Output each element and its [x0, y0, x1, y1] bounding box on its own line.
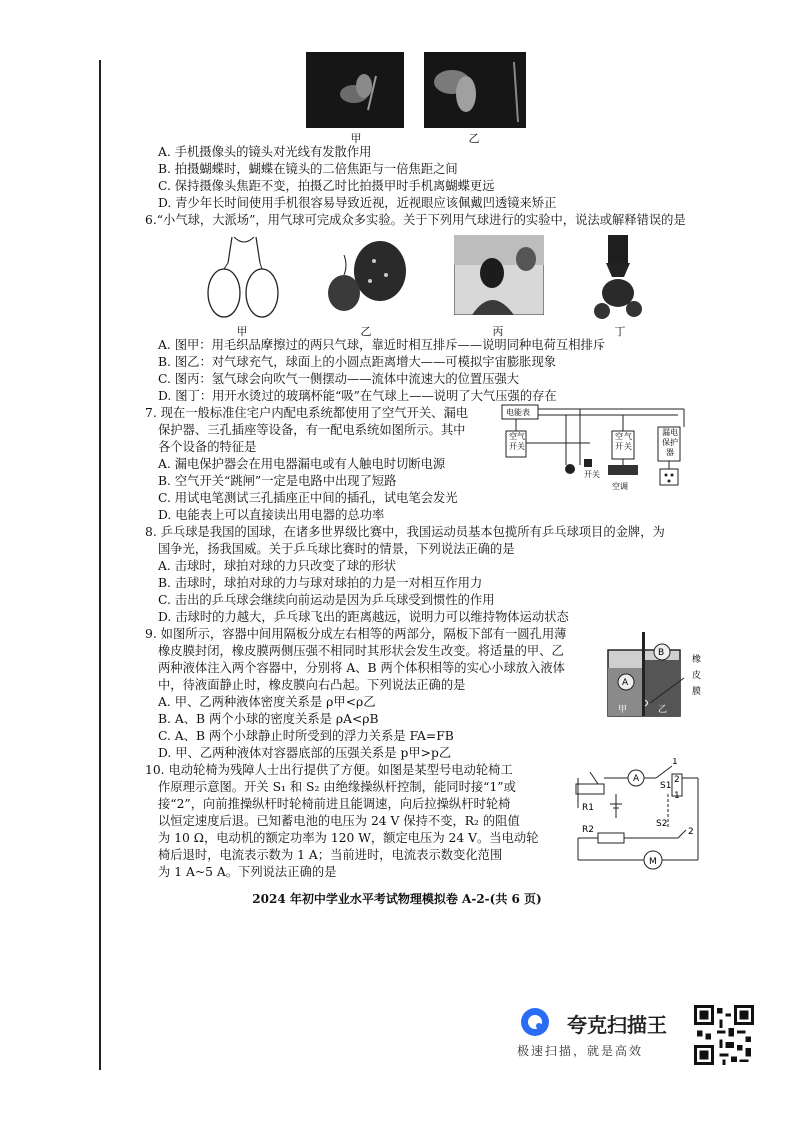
caption-jia: 甲 [236, 325, 248, 338]
svg-text:膜: 膜 [692, 687, 702, 697]
balloon-ding-illustration [588, 233, 648, 323]
liquid-jia-label: 甲 [618, 705, 628, 715]
q8-option-b: B. 击球时，球拍对球的力与球对球拍的力是一对相互作用力 [158, 576, 483, 590]
q5-figure [148, 48, 708, 144]
butterfly-photo-yi [424, 52, 526, 128]
q9-option-a: A. 甲、乙两种液体密度关系是 ρ甲<ρ乙 [158, 695, 376, 709]
switch-label: 开关 [584, 470, 600, 479]
caption-ding: 丁 [614, 325, 626, 338]
ball-b-label: B [658, 648, 665, 658]
q7-stem-line: 7. 现在一般标准住宅户内配电系统都使用了空气开关、漏电 [145, 406, 469, 420]
balloon-yi-illustration [324, 235, 408, 319]
qr-code-icon [694, 1005, 754, 1065]
caption-jia: 甲 [350, 132, 362, 145]
q10-stem-line: 椅后退时，电流表示数为 1 A；当前进时，电流表示数变化范围 [158, 848, 503, 862]
q8-option-a: A. 击球时，球拍对球的力只改变了球的形状 [158, 559, 397, 573]
q10-stem-line: 作原理示意图。开关 S₁ 和 S₂ 由绝缘操纵杆控制，能同时接“1”或 [158, 780, 516, 794]
ammeter-label: A [633, 774, 640, 784]
balloons-jia-illustration [204, 233, 284, 319]
q10-stem-line: 为 1 A~5 A。下列说法正确的是 [158, 865, 337, 879]
q6-option-c: C. 图丙：氢气球会向吹气一侧摆动——流体中流速大的位置压强大 [158, 372, 520, 386]
svg-text:关: 关 [517, 442, 525, 451]
brand-slogan: 极速扫描，就是高效 [517, 1044, 644, 1058]
svg-text:开: 开 [509, 442, 517, 451]
q10-block [145, 758, 708, 884]
svg-text:器: 器 [666, 448, 674, 457]
q5-option-a: A. 手机摄像头的镜头对光线有发散作用 [158, 145, 372, 159]
svg-text:1: 1 [674, 791, 680, 801]
q10-stem-line: 10. 电动轮椅为残障人士出行提供了方便。如图是某型号电动轮椅工 [145, 763, 513, 777]
q5-option-d: D. 青少年长时间使用手机很容易导致近视，近视眼应该佩戴凹透镜来矫正 [158, 196, 557, 210]
q8-stem-line: 8. 乒乓球是我国的国球，在诸多世界级比赛中，我国运动员基本包揽所有乒乓球项目的金牌，为 [145, 525, 665, 539]
scanner-watermark [515, 1005, 667, 1058]
q7-circuit-diagram [500, 403, 688, 495]
q8-option-c: C. 击出的乒乓球会继续向前运动是因为乒乓球受到惯性的作用 [158, 593, 495, 607]
butterfly-photo-jia [306, 52, 404, 128]
caption-yi: 乙 [468, 132, 480, 145]
photo-bing [454, 235, 544, 315]
q10-stem-line: 接“2”，向前推操纵杆时轮椅前进且能调速，向后拉操纵杆时轮椅 [158, 797, 511, 811]
svg-text:2: 2 [688, 827, 694, 837]
svg-text:橡: 橡 [692, 655, 702, 665]
svg-text:空: 空 [615, 432, 623, 441]
page-footer: 2024 年初中学业水平考试物理模拟卷 A-2-(共 6 页) [252, 892, 542, 906]
q6-option-b: B. 图乙：对气球充气，球面上的小圆点距离增大——可模拟宇宙膨胀现象 [158, 355, 557, 369]
meter-label: 电能表 [506, 408, 530, 417]
caption-yi: 乙 [360, 325, 372, 338]
q8-stem-line: 国争光，扬我国威。关于乒乓球比赛时的情景，下列说法正确的是 [158, 542, 515, 556]
svg-text:护: 护 [670, 438, 678, 447]
q9-stem-line: 橡皮膜封闭，橡皮膜两侧压强不相同时其形状会发生改变。将适量的甲、乙 [158, 644, 564, 658]
svg-text:2: 2 [674, 775, 680, 785]
exam-page [145, 48, 708, 884]
q5-option-b: B. 拍摄蝴蝶时，蝴蝶在镜头的二倍焦距与一倍焦距之间 [158, 162, 458, 176]
q7-option-a: A. 漏电保护器会在用电器漏电或有人触电时切断电源 [158, 457, 446, 471]
q10-circuit-diagram [568, 758, 708, 874]
q6-figure [148, 229, 708, 337]
q7-option-c: C. 用试电笔测试三孔插座正中间的插孔，试电笔会发光 [158, 491, 458, 505]
svg-text:气: 气 [517, 432, 525, 441]
svg-text:关: 关 [624, 442, 632, 451]
svg-text:电: 电 [670, 428, 678, 437]
q6-stem: 6.“小气球，大派场”，用气球可完成众多实验。关于下列用气球进行的实验中，说法或解释错误的是 [145, 213, 686, 227]
q10-stem-line: 为 10 Ω，电动机的额定功率为 120 W，额定电压为 24 V。当电动轮 [158, 831, 539, 845]
q9-stem-line: 9. 如图所示，容器中间用隔板分成左右相等的两部分，隔板下部有一圆孔用薄 [145, 627, 567, 641]
r1-label: R1 [582, 803, 594, 813]
svg-text:开: 开 [615, 442, 623, 451]
liquid-yi-label: 乙 [658, 705, 668, 715]
q9-option-b: B. A、B 两个小球的密度关系是 ρA<ρB [158, 712, 379, 726]
q7-block [145, 405, 708, 507]
svg-text:保: 保 [662, 438, 670, 447]
q9-container-diagram [604, 630, 708, 724]
svg-text:漏: 漏 [662, 428, 670, 437]
svg-text:1: 1 [672, 758, 678, 767]
q9-stem-line: 两种液体注入两个容器中，分别将 A、B 两个体积相等的实心小球放入液体 [158, 661, 565, 675]
r2-label: R2 [582, 825, 594, 835]
svg-text:皮: 皮 [692, 671, 702, 681]
s2-label: S2 [656, 819, 668, 829]
binding-margin-line [99, 60, 101, 1070]
s1-label: S1 [660, 781, 672, 791]
caption-bing: 丙 [492, 325, 504, 338]
q7-option-b: B. 空气开关“跳闸”一定是电路中出现了短路 [158, 474, 397, 488]
q9-option-c: C. A、B 两个小球静止时所受到的浮力关系是 FA=FB [158, 729, 454, 743]
q7-stem-line: 保护器、三孔插座等设备，有一配电系统如图所示。其中 [158, 423, 466, 437]
q7-option-d: D. 电能表上可以直接读出用电器的总功率 [158, 508, 385, 522]
q5-option-c: C. 保持摄像头焦距不变，拍摄乙时比拍摄甲时手机离蝴蝶更远 [158, 179, 495, 193]
q6-option-a: A. 图甲：用毛织品摩擦过的两只气球，靠近时相互排斥——说明同种电荷互相排斥 [158, 338, 606, 352]
q9-option-d: D. 甲、乙两种液体对容器底部的压强关系是 p甲>p乙 [158, 746, 452, 760]
q6-option-d: D. 图丁：用开水烫过的玻璃杯能“吸”在气球上——说明了大气压强的存在 [158, 389, 557, 403]
q10-stem-line: 以恒定速度后退。已知蓄电池的电压为 24 V 保持不变，R₂ 的阻值 [158, 814, 520, 828]
quark-logo-icon [515, 1005, 561, 1039]
q8-option-d: D. 击球时的力越大，乒乓球飞出的距离越远，说明力可以维持物体运动状态 [158, 610, 569, 624]
ac-label: 空调 [612, 482, 628, 491]
svg-text:空: 空 [509, 432, 517, 441]
q9-block [145, 626, 708, 762]
ball-a-label: A [622, 678, 629, 688]
brand-name: 夸克扫描王 [567, 1013, 667, 1037]
q7-stem-line: 各个设备的特征是 [158, 440, 257, 454]
svg-text:气: 气 [624, 432, 632, 441]
q9-stem-line: 中，待液面静止时，橡皮膜向右凸起。下列说法正确的是 [158, 678, 466, 692]
motor-label: M [649, 857, 657, 867]
